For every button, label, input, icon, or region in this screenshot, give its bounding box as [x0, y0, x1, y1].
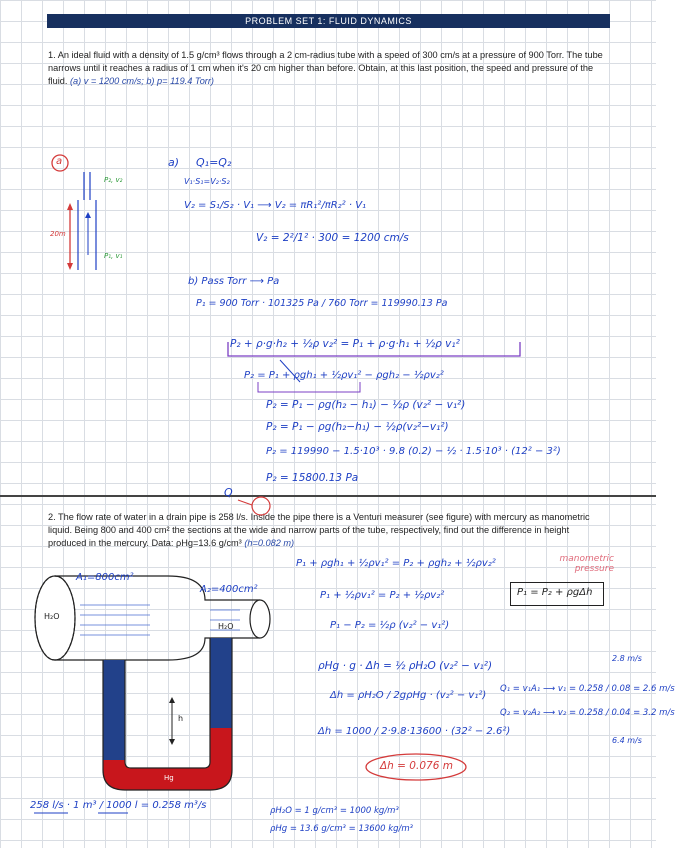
problem-1-text: 1. An ideal fluid with a density of 1.5 g/cm³ flows through a 2 cm-radius tube with a speed of 300 cm/s at a pressure of 900 Torr. The tube narrows until it reaches a radius of 1 cm when it's 20 cm higher than before. Obtain, at this last position, the speed and pressure of the fluid. [48, 50, 603, 86]
problem-2-answer: (h=0.082 m) [244, 538, 295, 548]
eq-p2-step2: P₂ = P₁ − ρg(h₂ − h₁) − ½ρ (v₂² − v₁²) [266, 399, 466, 411]
bernoulli-difference: P₁ − P₂ = ½ρ (v₂² − v₁²) [330, 620, 450, 631]
problem-2-text: 2. The flow rate of water in a drain pipe is 258 l/s. Inside the pipe there is a Venturi measurer (see figure) with mercury as manometric liquid. Being 800 and 400 cm² the sections at the wide and narrow parts of the tube, respectively, find out the difference in height produced in the mercury. Data: ρHg=13.6 g/cm³ [48, 512, 590, 548]
mercury-label: Hg [164, 774, 174, 782]
eq-v2: V₂ = S₁/S₂ · V₁ ⟶ V₂ = πR₁²/πR₂² · V₁ [184, 200, 367, 211]
eq-v2-value: V₂ = 2²/1² · 300 = 1200 cm/s [256, 232, 409, 244]
flow-q-label: Q [224, 486, 233, 499]
bernoulli-full: P₁ + ρgh₁ + ½ρv₁² = P₂ + ρgh₂ + ½ρv₂² [296, 558, 496, 569]
flow-conversion: 258 l/s · 1 m³ / 1000 l = 0.258 m³/s [30, 800, 207, 811]
eq-v2-from-flow: Q₂ = v₂A₂ ⟶ v₂ = 0.258 / 0.04 = 3.2 m/s [500, 708, 675, 718]
eq-p1: P₁ = 900 Torr · 101325 Pa / 760 Torr = 119990.13 Pa [196, 298, 448, 309]
sketch-circle-label: a [56, 156, 63, 167]
eq-p2-step1: P₂ = P₁ + ρgh₁ + ½ρv₁² − ρgh₂ − ½ρv₂² [244, 370, 444, 381]
part-b-label: b) Pass Torr ⟶ Pa [188, 276, 280, 287]
section-a2-label: A₂=400cm² [200, 584, 258, 595]
eq-continuity: Q₁=Q₂ [196, 156, 232, 169]
sketch-p2-label: P₂, v₂ [104, 176, 123, 184]
eq-hg-balance: ρHg · g · Δh = ½ ρH₂O (v₂² − v₁²) [318, 660, 493, 672]
sketch-height-label: 20m [50, 230, 66, 238]
manometric-equation: P₁ = P₂ + ρgΔh [517, 587, 593, 598]
eq-bernoulli: P₂ + ρ·g·h₂ + ½ρ v₂² = P₁ + ρ·g·h₁ + ½ρ v₁² [230, 338, 460, 350]
final-result: Δh = 0.076 m [380, 760, 453, 772]
side-note-bottom: 6.4 m/s [612, 736, 642, 745]
eq-p2-step3: P₂ = P₁ − ρg(h₂−h₁) − ½ρ(v₂²−v₁²) [266, 421, 449, 433]
manometric-box [510, 582, 604, 606]
bernoulli-simplified: P₁ + ½ρv₁² = P₂ + ½ρv₂² [320, 590, 445, 601]
eq-p2-step4: P₂ = 119990 − 1.5·10³ · 9.8 (0.2) − ½ · 1.5·10³ · (12² − 3²) [266, 446, 561, 457]
eq-delta-h: Δh = ρH₂O / 2gρHg · (v₂² − v₁²) [330, 690, 487, 701]
density-mercury: ρHg = 13.6 g/cm³ = 13600 kg/m³ [270, 824, 414, 834]
part-a-label: a) [168, 156, 180, 169]
sketch-p1-label: P₁, v₁ [104, 252, 123, 260]
water-left-label: H₂O [44, 612, 60, 621]
problem-1-answer: (a) v = 1200 cm/s; b) p= 119.4 Torr) [69, 76, 214, 86]
height-h-label: h [178, 714, 184, 723]
density-water: ρH₂O = 1 g/cm³ = 1000 kg/m³ [270, 806, 399, 816]
page-title: PROBLEM SET 1: FLUID DYNAMICS [245, 16, 412, 26]
section-a1-label: A₁=800cm² [76, 572, 134, 583]
eq-delta-h-numeric: Δh = 1000 / 2·9.8·13600 · (32² − 2.6²) [318, 726, 511, 737]
eq-p2-result: P₂ = 15800.13 Pa [266, 472, 359, 484]
eq-v1s1: V₁·S₁=V₂·S₂ [184, 177, 230, 186]
eq-v1-from-flow: Q₁ = v₁A₁ ⟶ v₁ = 0.258 / 0.08 = 2.6 m/s [500, 684, 675, 694]
side-note-top: 2.8 m/s [612, 654, 642, 663]
water-right-label: H₂O [218, 622, 234, 631]
manometric-note: manometric pressure [559, 554, 614, 574]
